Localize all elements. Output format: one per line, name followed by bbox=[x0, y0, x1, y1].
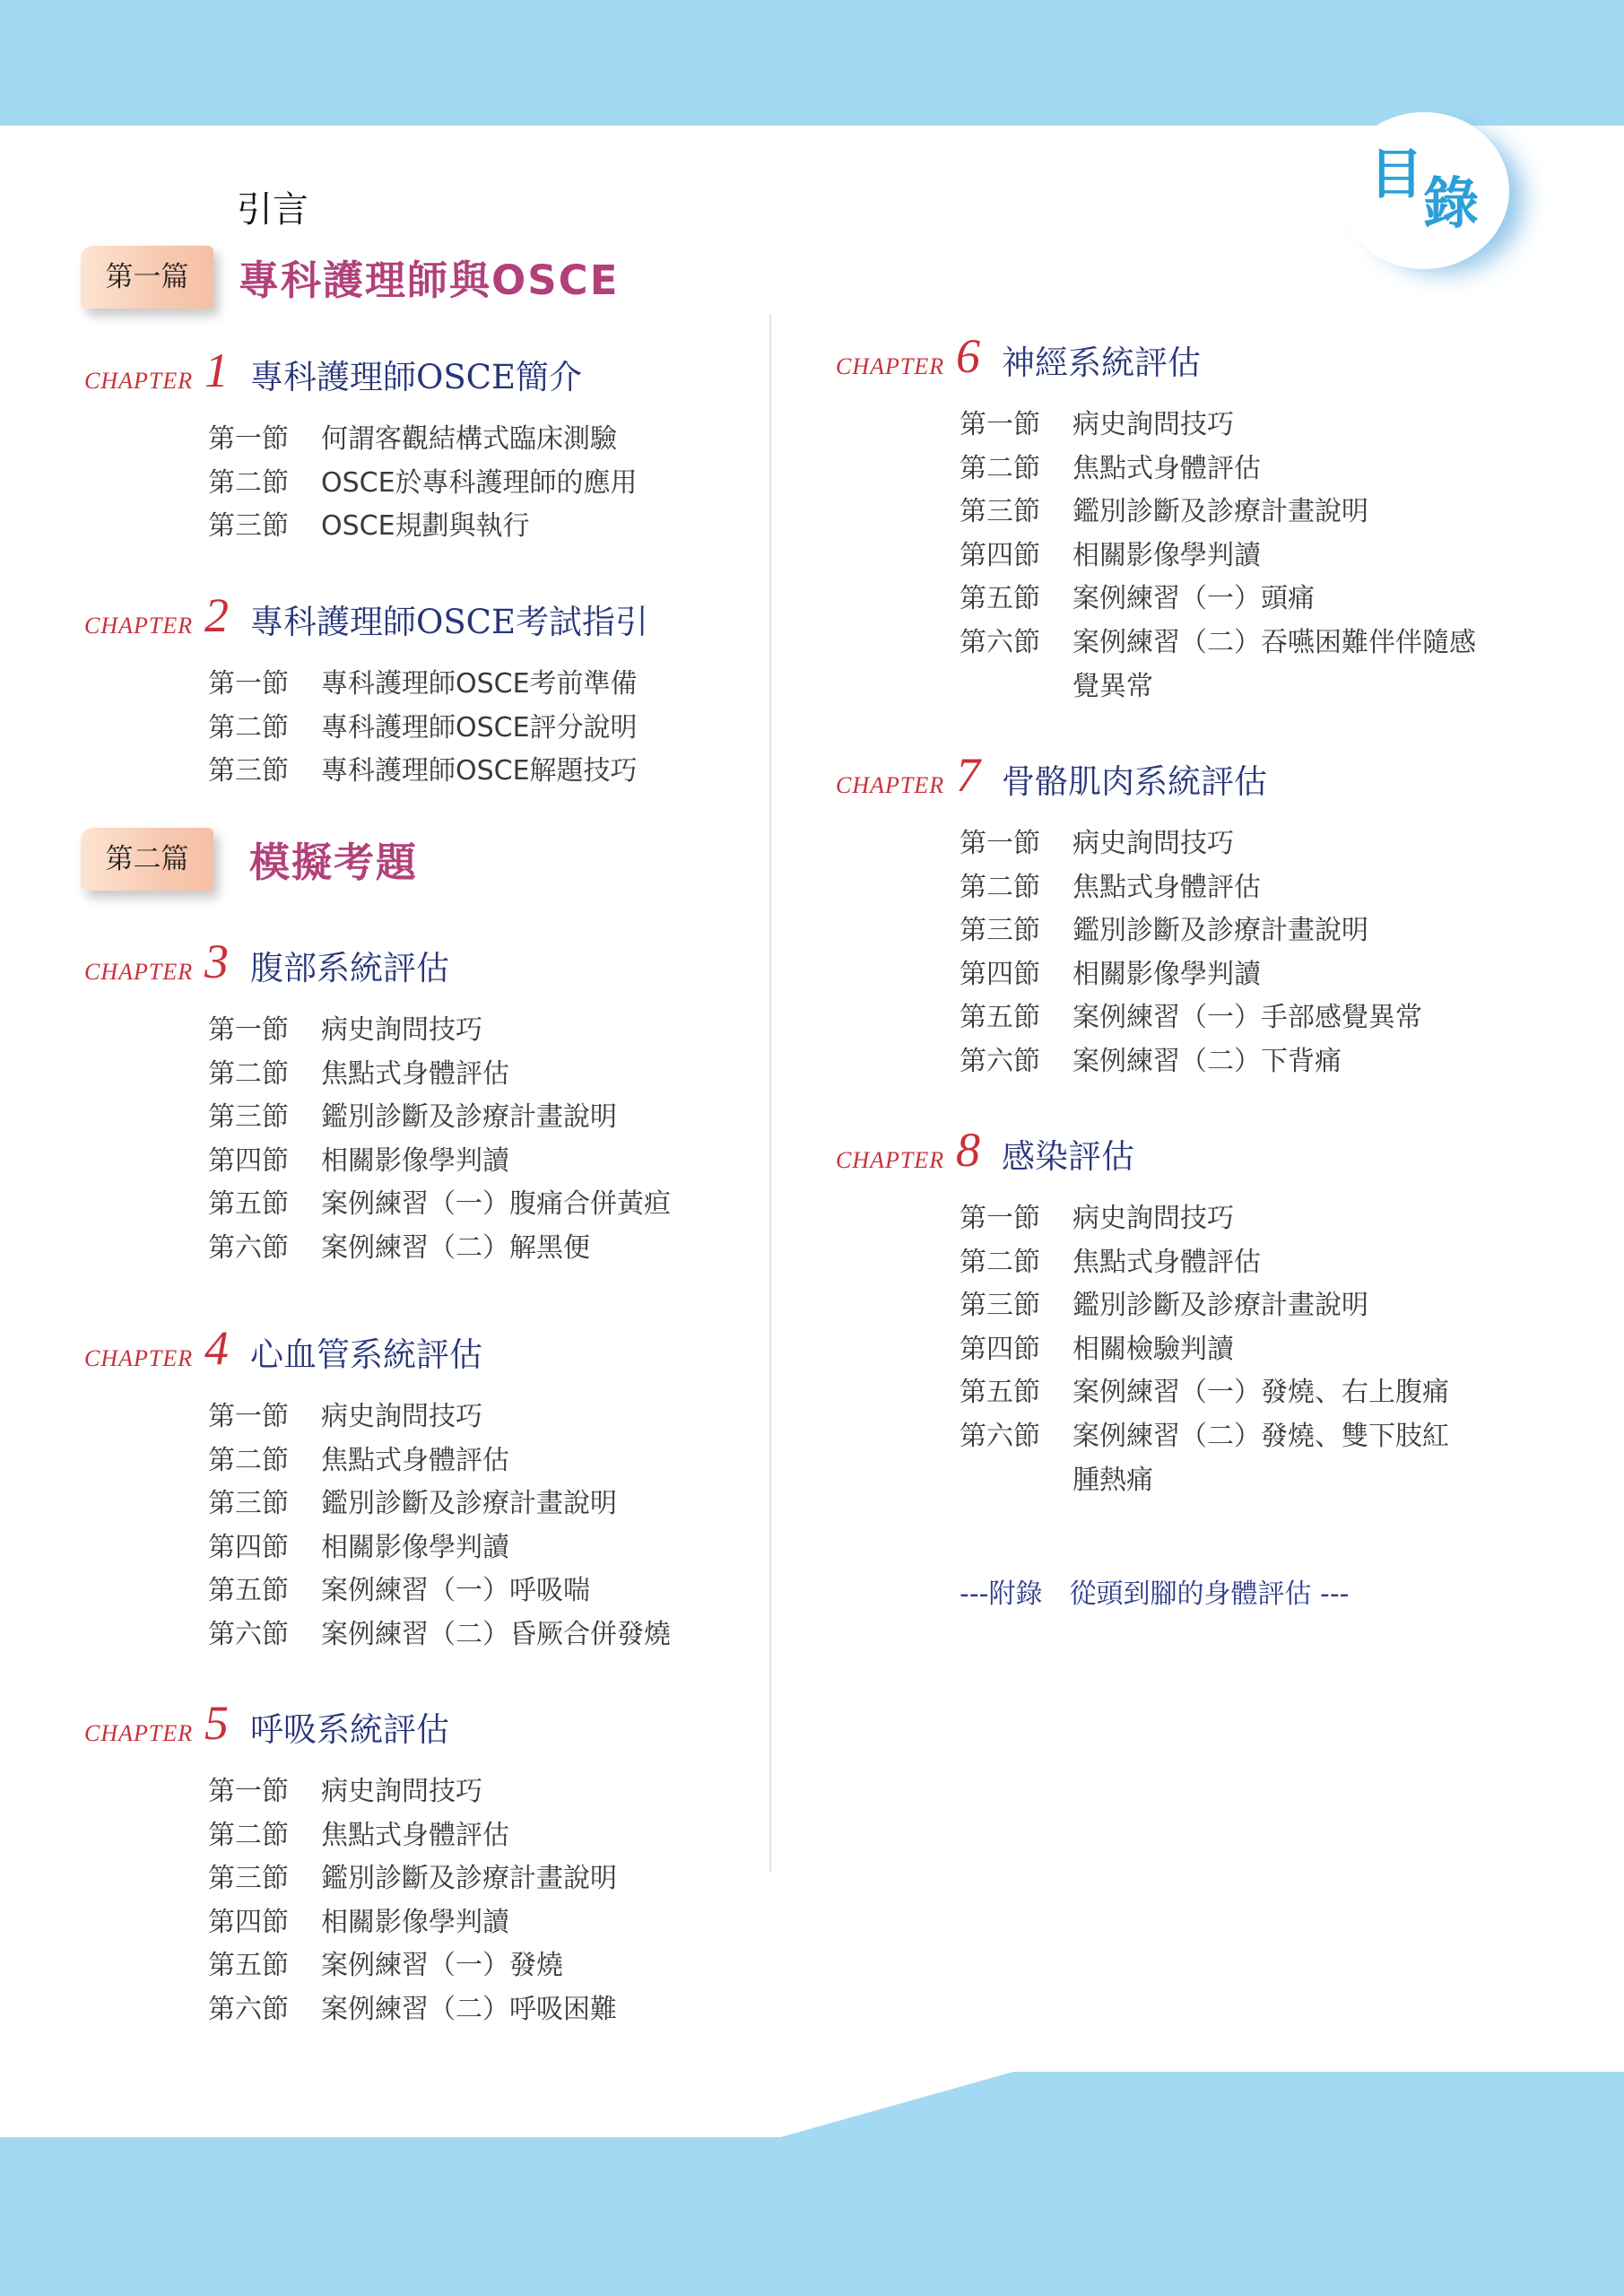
section-number: 第六節 bbox=[208, 1993, 289, 2025]
part-1-tag: 第一篇 bbox=[81, 246, 213, 309]
section-number: 第四節 bbox=[960, 539, 1040, 571]
section-item[interactable] bbox=[960, 622, 1476, 665]
section-number: 第五節 bbox=[208, 1188, 289, 1221]
chapter-number: 5 bbox=[204, 1696, 229, 1750]
section-number: 第二節 bbox=[960, 871, 1040, 903]
section-title: 焦點式身體評估 bbox=[321, 1819, 509, 1851]
section-title: 鑑別診斷及診療計畫說明 bbox=[1073, 1290, 1368, 1322]
section-item[interactable] bbox=[960, 448, 1476, 491]
chapter-7 bbox=[836, 744, 1535, 1077]
section-number: 第三節 bbox=[208, 755, 289, 787]
section-number: 第四節 bbox=[208, 1531, 289, 1563]
section-title: 案例練習（一）頭痛 bbox=[1073, 583, 1315, 615]
chapter-number: 6 bbox=[956, 329, 980, 383]
section-title: 焦點式身體評估 bbox=[1073, 1246, 1261, 1278]
chapter-1 bbox=[84, 339, 784, 543]
section-title: 案例練習（二）發燒、雙下肢紅 bbox=[1073, 1420, 1449, 1452]
section-number: 第三節 bbox=[208, 510, 289, 543]
chapter-number: 8 bbox=[956, 1123, 980, 1177]
section-number: 第四節 bbox=[208, 1144, 289, 1177]
section-item[interactable] bbox=[208, 1096, 671, 1140]
section-title: 專科護理師OSCE考前準備 bbox=[321, 668, 638, 700]
section-number: 第三節 bbox=[208, 1863, 289, 1895]
section-title: 焦點式身體評估 bbox=[1073, 871, 1261, 903]
chapter-6 bbox=[836, 325, 1535, 702]
section-title: 專科護理師OSCE解題技巧 bbox=[321, 755, 638, 787]
chapter-number: 4 bbox=[204, 1321, 229, 1375]
section-title: 焦點式身體評估 bbox=[1073, 452, 1261, 484]
section-title: 病史詢問技巧 bbox=[1073, 828, 1234, 859]
section-list bbox=[960, 1197, 1449, 1502]
section-list bbox=[208, 663, 638, 794]
section-title: 案例練習（二）解黑便 bbox=[321, 1231, 590, 1264]
section-item[interactable] bbox=[960, 1284, 1449, 1328]
section-title: 相關影像學判讀 bbox=[321, 1906, 509, 1938]
section-item[interactable] bbox=[960, 822, 1422, 866]
section-number: 第二節 bbox=[208, 466, 289, 499]
section-item[interactable] bbox=[208, 1988, 617, 2032]
chapter-heading[interactable] bbox=[84, 584, 784, 656]
section-item[interactable] bbox=[208, 750, 638, 794]
section-item-continuation[interactable] bbox=[960, 665, 1476, 709]
appendix-link[interactable]: ---附錄 從頭到腳的身體評估 --- bbox=[960, 1578, 1350, 1610]
section-title: 病史詢問技巧 bbox=[1073, 1203, 1234, 1234]
section-title: OSCE規劃與執行 bbox=[321, 510, 530, 543]
section-list bbox=[208, 1770, 617, 2032]
section-item[interactable] bbox=[960, 1197, 1449, 1241]
section-title: 案例練習（一）發燒 bbox=[321, 1950, 563, 1982]
chapter-label: CHAPTER bbox=[84, 959, 194, 985]
section-number: 第六節 bbox=[208, 1618, 289, 1650]
chapter-3 bbox=[84, 930, 784, 1264]
section-title: 相關影像學判讀 bbox=[321, 1144, 509, 1177]
section-list bbox=[960, 822, 1422, 1084]
top-color-band bbox=[0, 0, 1624, 126]
part-1-title[interactable]: 專科護理師與OSCE bbox=[239, 257, 620, 304]
section-item[interactable] bbox=[208, 1814, 617, 1858]
section-number: 第三節 bbox=[960, 496, 1040, 528]
section-item[interactable] bbox=[960, 1371, 1449, 1415]
section-title: 焦點式身體評估 bbox=[321, 1057, 509, 1090]
chapter-heading[interactable] bbox=[84, 930, 784, 1002]
chapter-number: 3 bbox=[204, 935, 229, 988]
section-number: 第二節 bbox=[960, 1246, 1040, 1278]
section-list bbox=[208, 1396, 671, 1657]
section-title: 鑑別診斷及診療計畫說明 bbox=[321, 1488, 617, 1520]
chapter-title: 心血管系統評估 bbox=[250, 1335, 482, 1374]
section-number: 第三節 bbox=[960, 915, 1040, 947]
chapter-label: CHAPTER bbox=[84, 368, 194, 394]
section-number: 第四節 bbox=[960, 958, 1040, 990]
section-number: 第三節 bbox=[960, 1290, 1040, 1322]
toc-badge-char-2: 錄 bbox=[1423, 170, 1480, 236]
chapter-title: 神經系統評估 bbox=[1002, 344, 1201, 382]
section-number: 第一節 bbox=[208, 423, 289, 455]
chapter-label: CHAPTER bbox=[836, 772, 945, 798]
section-title: 病史詢問技巧 bbox=[321, 1014, 482, 1046]
section-title: 焦點式身體評估 bbox=[321, 1444, 509, 1476]
section-item-continuation[interactable] bbox=[960, 1459, 1449, 1503]
chapter-number: 1 bbox=[204, 344, 229, 397]
section-title: OSCE於專科護理師的應用 bbox=[321, 466, 638, 499]
section-title: 案例練習（二）昏厥合併發燒 bbox=[321, 1618, 671, 1650]
section-number: 第三節 bbox=[208, 1488, 289, 1520]
chapter-heading[interactable] bbox=[836, 325, 1535, 396]
section-item[interactable] bbox=[960, 578, 1476, 622]
section-title: 相關影像學判讀 bbox=[321, 1531, 509, 1563]
section-title: 案例練習（二）吞嚥困難伴伴隨感 bbox=[1073, 626, 1476, 658]
section-number: 第六節 bbox=[960, 1045, 1040, 1077]
section-number: 第二節 bbox=[208, 711, 289, 744]
part-2-tag: 第二篇 bbox=[81, 828, 213, 891]
section-number: 第五節 bbox=[960, 1377, 1040, 1409]
chapter-4 bbox=[84, 1317, 784, 1650]
section-number: 第一節 bbox=[960, 1203, 1040, 1234]
section-title: 相關檢驗判讀 bbox=[1073, 1333, 1234, 1365]
section-number: 第一節 bbox=[208, 1401, 289, 1432]
section-title: 鑑別診斷及診療計畫說明 bbox=[321, 1101, 617, 1134]
section-item[interactable] bbox=[208, 707, 638, 751]
chapter-title: 腹部系統評估 bbox=[250, 949, 449, 987]
section-item[interactable] bbox=[208, 418, 638, 462]
section-item[interactable] bbox=[208, 505, 638, 549]
section-item[interactable] bbox=[208, 663, 638, 707]
section-number: 第三節 bbox=[208, 1101, 289, 1134]
section-title: 病史詢問技巧 bbox=[321, 1401, 482, 1432]
section-title: 案例練習（二）下背痛 bbox=[1073, 1045, 1342, 1077]
section-number: 第一節 bbox=[208, 1014, 289, 1046]
chapter-5 bbox=[84, 1692, 784, 2025]
section-item[interactable] bbox=[208, 1901, 617, 1945]
section-number: 第二節 bbox=[208, 1444, 289, 1476]
section-item[interactable] bbox=[960, 491, 1476, 535]
section-number: 第五節 bbox=[960, 1002, 1040, 1034]
chapter-heading[interactable] bbox=[84, 1692, 784, 1763]
section-number: 第六節 bbox=[960, 626, 1040, 658]
section-title: 專科護理師OSCE評分說明 bbox=[321, 711, 638, 744]
chapter-label: CHAPTER bbox=[836, 1147, 945, 1173]
section-number: 第一節 bbox=[960, 828, 1040, 859]
section-item[interactable] bbox=[960, 404, 1476, 448]
chapter-heading[interactable] bbox=[836, 1118, 1535, 1190]
section-number: 第二節 bbox=[208, 1819, 289, 1851]
section-item[interactable] bbox=[960, 1328, 1449, 1372]
section-list bbox=[960, 404, 1476, 709]
section-number: 第二節 bbox=[960, 452, 1040, 484]
section-title: 案例練習（一）腹痛合併黃疸 bbox=[321, 1188, 671, 1221]
section-title: 案例練習（一）發燒、右上腹痛 bbox=[1073, 1377, 1449, 1409]
section-item[interactable] bbox=[208, 1570, 671, 1613]
section-item[interactable] bbox=[960, 866, 1422, 910]
section-number: 第四節 bbox=[208, 1906, 289, 1938]
section-title: 鑑別診斷及診療計畫說明 bbox=[321, 1863, 617, 1895]
section-item[interactable] bbox=[208, 1053, 671, 1097]
chapter-label: CHAPTER bbox=[84, 1345, 194, 1371]
section-item[interactable] bbox=[960, 1415, 1449, 1459]
chapter-title: 呼吸系統評估 bbox=[250, 1710, 449, 1749]
section-item[interactable] bbox=[208, 1483, 671, 1526]
chapter-title: 專科護理師OSCE考試指引 bbox=[250, 603, 648, 641]
chapter-heading[interactable] bbox=[84, 339, 784, 411]
section-item[interactable] bbox=[208, 1009, 671, 1053]
section-number: 第一節 bbox=[208, 1776, 289, 1807]
section-item[interactable] bbox=[960, 1241, 1449, 1285]
section-title: 病史詢問技巧 bbox=[1073, 409, 1234, 440]
chapter-8 bbox=[836, 1118, 1535, 1496]
section-number: 第五節 bbox=[208, 1575, 289, 1607]
section-number: 第六節 bbox=[208, 1231, 289, 1264]
section-item[interactable] bbox=[208, 462, 638, 506]
section-item[interactable] bbox=[208, 1857, 617, 1901]
chapter-heading[interactable] bbox=[836, 744, 1535, 815]
section-number: 第六節 bbox=[960, 1420, 1040, 1452]
column-divider bbox=[769, 314, 771, 1873]
chapter-label: CHAPTER bbox=[836, 353, 945, 379]
section-title: 案例練習（一）呼吸喘 bbox=[321, 1575, 590, 1607]
section-number: 第一節 bbox=[960, 409, 1040, 440]
chapter-label: CHAPTER bbox=[84, 1720, 194, 1746]
chapter-title: 專科護理師OSCE簡介 bbox=[250, 358, 582, 396]
section-title: 相關影像學判讀 bbox=[1073, 958, 1261, 990]
toc-badge bbox=[1339, 112, 1509, 269]
chapter-number: 2 bbox=[204, 588, 229, 642]
section-title: 鑑別診斷及診療計畫說明 bbox=[1073, 915, 1368, 947]
section-item[interactable] bbox=[208, 1526, 671, 1570]
toc-badge-char-1: 目 bbox=[1369, 144, 1423, 206]
section-number: 第五節 bbox=[960, 583, 1040, 615]
chapter-label: CHAPTER bbox=[84, 613, 194, 639]
section-title: 相關影像學判讀 bbox=[1073, 539, 1261, 571]
section-item[interactable] bbox=[960, 1040, 1422, 1084]
section-title: 案例練習（二）呼吸困難 bbox=[321, 1993, 617, 2025]
chapter-2 bbox=[84, 584, 784, 787]
section-list bbox=[208, 418, 638, 549]
section-title: 何謂客觀結構式臨床測驗 bbox=[321, 423, 617, 455]
bottom-color-band bbox=[0, 2067, 1624, 2296]
section-item[interactable] bbox=[208, 1227, 671, 1271]
section-number: 第五節 bbox=[208, 1950, 289, 1982]
section-item[interactable] bbox=[960, 535, 1476, 578]
intro-link[interactable]: 引言 bbox=[237, 189, 308, 230]
section-title: 腫熱痛 bbox=[1073, 1464, 1153, 1496]
chapter-number: 7 bbox=[956, 748, 980, 802]
section-title: 覺異常 bbox=[1073, 670, 1153, 702]
section-item[interactable] bbox=[960, 909, 1422, 953]
section-item[interactable] bbox=[960, 996, 1422, 1040]
section-item[interactable] bbox=[208, 1439, 671, 1483]
chapter-title: 感染評估 bbox=[1002, 1137, 1134, 1176]
section-list bbox=[208, 1009, 671, 1271]
section-item[interactable] bbox=[208, 1140, 671, 1184]
section-number: 第一節 bbox=[208, 668, 289, 700]
section-item[interactable] bbox=[208, 1944, 617, 1988]
part-2-title[interactable]: 模擬考題 bbox=[249, 839, 419, 886]
section-title: 病史詢問技巧 bbox=[321, 1776, 482, 1807]
section-item[interactable] bbox=[208, 1183, 671, 1227]
section-number: 第四節 bbox=[960, 1333, 1040, 1365]
section-item[interactable] bbox=[208, 1613, 671, 1657]
section-item[interactable] bbox=[208, 1770, 617, 1814]
chapter-heading[interactable] bbox=[84, 1317, 784, 1388]
section-item[interactable] bbox=[208, 1396, 671, 1439]
section-item[interactable] bbox=[960, 953, 1422, 997]
section-title: 案例練習（一）手部感覺異常 bbox=[1073, 1002, 1422, 1034]
chapter-title: 骨骼肌肉系統評估 bbox=[1002, 762, 1267, 801]
section-number: 第二節 bbox=[208, 1057, 289, 1090]
section-title: 鑑別診斷及診療計畫說明 bbox=[1073, 496, 1368, 528]
